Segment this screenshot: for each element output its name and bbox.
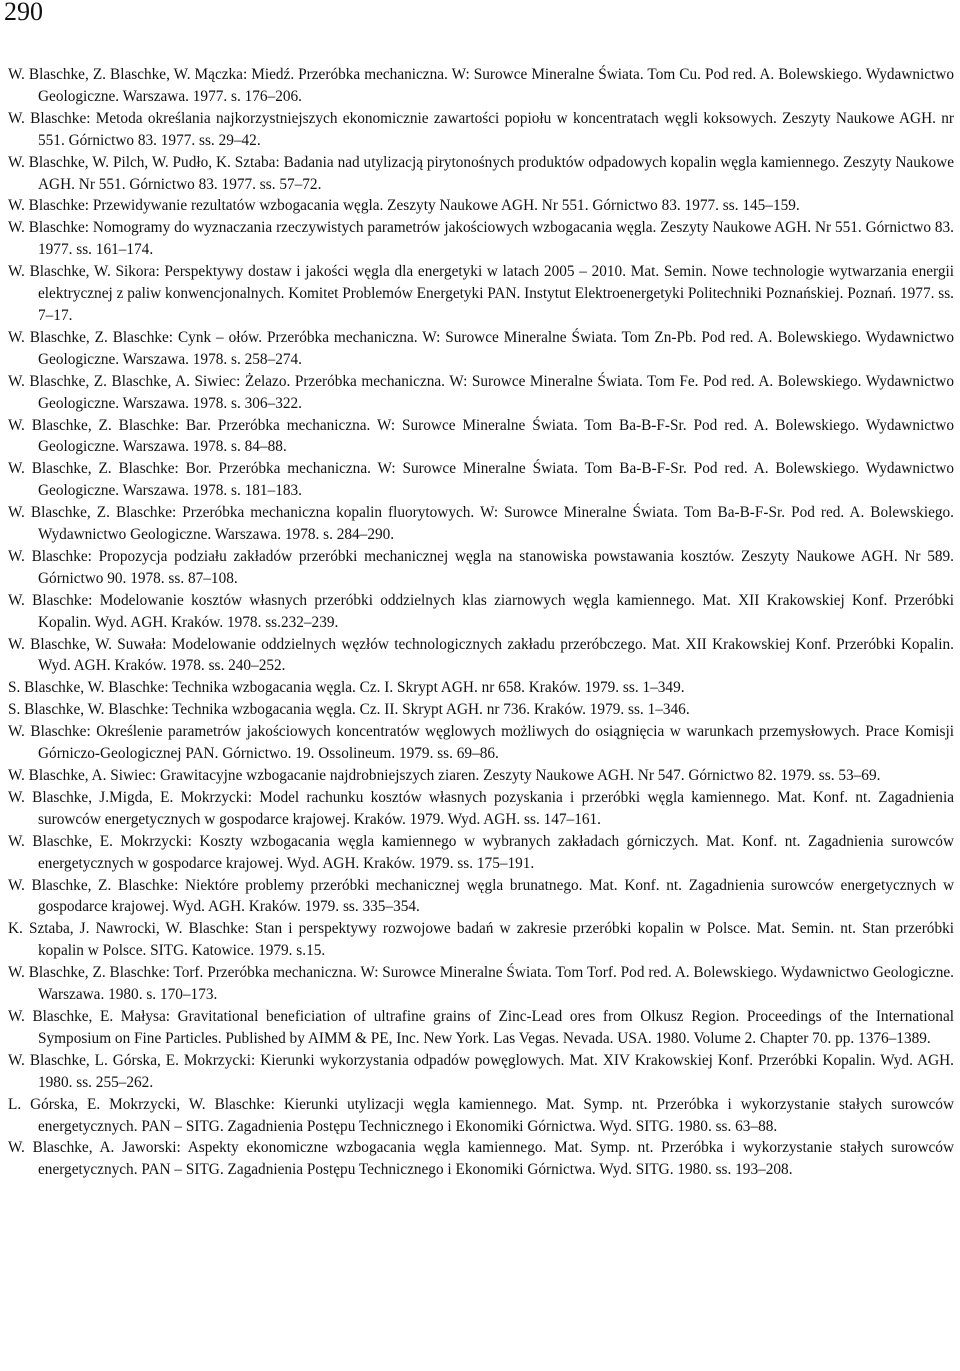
reference-entry: W. Blaschke, Z. Blaschke, W. Mączka: Miedź. Przeróbka mechaniczna. W: Surowce Mineralne Świata. Tom Cu. Pod red. A. Bolewskiego. Wydawnictwo Geologiczne. Warszawa. 1977. s. 176–206.: [8, 66, 954, 105]
reference-entry: W. Blaschke: Określenie parametrów jakościowych koncentratów węglowych możliwych do osiągnięcia w warunkach przemysłowych. Prace Komisji Górniczo-Geologicznej PAN. Górnictwo. 19. Ossolineum. 1979. ss. 69–86.: [8, 723, 954, 763]
reference-entry: W. Blaschke, L. Górska, E. Mokrzycki: Kierunki wykorzystania odpadów powęglowych. Mat. XIV Krakowskiej Konf. Przeróbki Kopalin. Wyd. AGH. 1980. ss. 255–262.: [8, 1051, 954, 1091]
reference-entry: W. Blaschke, Z. Blaschke: Niektóre problemy przeróbki mechanicznej węgla brunatnego. Mat. Konf. nt. Zagadnienia surowców energetycznych w gospodarce krajowej. Wyd. AGH. Kraków. 1979. ss. 335–354.: [8, 876, 954, 916]
reference-entry: W. Blaschke: Propozycja podziału zakładów przeróbki mechanicznej węgla na stanowiska powstawania kosztów. Zeszyty Naukowe AGH. Nr 589. Górnictwo 90. 1978. ss. 87–108.: [8, 547, 954, 587]
reference-entry: W. Blaschke, Z. Blaschke: Bor. Przeróbka mechaniczna. W: Surowce Mineralne Świata. Tom Ba-B-F-Sr. Pod red. A. Bolewskiego. Wydawnictwo Geologiczne. Warszawa. 1978. s. 181–183.: [8, 460, 954, 500]
reference-entry: W. Blaschke, E. Małysa: Gravitational beneficiation of ultrafine grains of Zinc-Lead ores from Olkusz Region. Proceedings of the International Symposium on Fine Particles. Published by AIMM & PE, Inc. New York. Las Vegas. Nevada. USA. 1980. Volume 2. Chapter 70. pp. 1376–1389.: [8, 1007, 954, 1047]
reference-entry: W. Blaschke: Nomogramy do wyznaczania rzeczywistych parametrów jakościowych wzbogacania węgla. Zeszyty Naukowe AGH. Nr 551. Górnictwo 83. 1977. ss. 161–174.: [8, 219, 954, 259]
reference-entry: W. Blaschke, W. Sikora: Perspektywy dostaw i jakości węgla dla energetyki w latach 2005 – 2010. Mat. Semin. Nowe technologie wytwarzania energii elektrycznej z paliw konwencjonalnych. Komitet Problemów Energetyki PAN. Instytut Elektroenergetyki Politechniki Poznańskiej. Poznań. 1977. ss. 7–17.: [8, 263, 954, 324]
reference-entry: S. Blaschke, W. Blaschke: Technika wzbogacania węgla. Cz. I. Skrypt AGH. nr 658. Kraków. 1979. ss. 1–349.: [8, 679, 685, 697]
reference-entry: W. Blaschke: Modelowanie kosztów własnych przeróbki oddzielnych klas ziarnowych węgla kamiennego. Mat. XII Krakowskiej Konf. Przeróbki Kopalin. Wyd. AGH. Kraków. 1978. ss.232–239.: [8, 591, 954, 631]
reference-entry: W. Blaschke, J.Migda, E. Mokrzycki: Model rachunku kosztów własnych pozyskania i przeróbki węgla kamiennego. Mat. Konf. nt. Zagadnienia surowców energetycznych w gospodarce krajowej. Kraków. 1979. Wyd. AGH. ss. 147–161.: [8, 788, 954, 828]
reference-entry: L. Górska, E. Mokrzycki, W. Blaschke: Kierunki utylizacji węgla kamiennego. Mat. Symp. nt. Przeróbka i wykorzystanie stałych surowców energetycznych. PAN – SITG. Zagadnienia Postępu Technicznego i Ekonomiki Górnictwa. Wyd. SITG. 1980. ss. 63–88.: [8, 1095, 954, 1135]
page-number: 290: [4, 0, 43, 26]
reference-entry: W. Blaschke, Z. Blaschke, A. Siwiec: Żelazo. Przeróbka mechaniczna. W: Surowce Mineralne Świata. Tom Fe. Pod red. A. Bolewskiego. Wydawnictwo Geologiczne. Warszawa. 1978. s. 306–322.: [8, 372, 954, 412]
reference-entry: W. Blaschke, Z. Blaschke: Torf. Przeróbka mechaniczna. W: Surowce Mineralne Świata. Tom Torf. Pod red. A. Bolewskiego. Wydawnictwo Geologiczne. Warszawa. 1980. s. 170–173.: [8, 964, 954, 1004]
reference-list: [8, 64, 954, 1181]
reference-entry: W. Blaschke, Z. Blaschke: Bar. Przeróbka mechaniczna. W: Surowce Mineralne Świata. Tom Ba-B-F-Sr. Pod red. A. Bolewskiego. Wydawnictwo Geologiczne. Warszawa. 1978. s. 84–88.: [8, 416, 954, 456]
reference-entry: W. Blaschke: Przewidywanie rezultatów wzbogacania węgla. Zeszyty Naukowe AGH. Nr 551. Górnictwo 83. 1977. ss. 145–159.: [8, 197, 800, 215]
reference-entry: W. Blaschke, W. Pilch, W. Pudło, K. Sztaba: Badania nad utylizacją pirytonośnych produktów odpadowych kopalin węgla kamiennego. Zeszyty Naukowe AGH. Nr 551. Górnictwo 83. 1977. ss. 57–72.: [8, 153, 954, 193]
reference-entry: W. Blaschke: Metoda określania najkorzystniejszych ekonomicznie zawartości popiołu w koncentratach węgli koksowych. Zeszyty Naukowe AGH. nr 551. Górnictwo 83. 1977. ss. 29–42.: [8, 109, 954, 149]
reference-entry: W. Blaschke, A. Siwiec: Grawitacyjne wzbogacanie najdrobniejszych ziaren. Zeszyty Naukowe AGH. Nr 547. Górnictwo 82. 1979. ss. 53–69.: [8, 767, 881, 784]
reference-entry: K. Sztaba, J. Nawrocki, W. Blaschke: Stan i perspektywy rozwojowe badań w zakresie przeróbki kopalin w Polsce. Mat. Semin. nt. Stan przeróbki kopalin w Polsce. SITG. Katowice. 1979. s.15.: [8, 920, 954, 960]
reference-entry: W. Blaschke, W. Suwała: Modelowanie oddzielnych węzłów technologicznych zakładu przeróbczego. Mat. XII Krakowskiej Konf. Przeróbki Kopalin. Wyd. AGH. Kraków. 1978. ss. 240–252.: [8, 635, 954, 675]
reference-entry: W. Blaschke, Z. Blaschke: Cynk – ołów. Przeróbka mechaniczna. W: Surowce Mineralne Świata. Tom Zn-Pb. Pod red. A. Bolewskiego. Wydawnictwo Geologiczne. Warszawa. 1978. s. 258–274.: [8, 328, 954, 368]
reference-entry: W. Blaschke, Z. Blaschke: Przeróbka mechaniczna kopalin fluorytowych. W: Surowce Mineralne Świata. Tom Ba-B-F-Sr. Pod red. A. Bolewskiego. Wydawnictwo Geologiczne. Warszawa. 1978. s. 284–290.: [8, 504, 954, 544]
reference-entry: S. Blaschke, W. Blaschke: Technika wzbogacania węgla. Cz. II. Skrypt AGH. nr 736. Kraków. 1979. ss. 1–346.: [8, 701, 690, 719]
reference-entry: W. Blaschke, A. Jaworski: Aspekty ekonomiczne wzbogacania węgla kamiennego. Mat. Symp. nt. Przeróbka i wykorzystanie stałych surowców energetycznych. PAN – SITG. Zagadnienia Postępu Technicznego i Ekonomiki Górnictwa. Wyd. SITG. 1980. ss. 193–208.: [8, 1139, 954, 1179]
reference-entry: W. Blaschke, E. Mokrzycki: Koszty wzbogacania węgla kamiennego w wybranych zakładach górniczych. Mat. Konf. nt. Zagadnienia surowców energetycznych w gospodarce krajowej. Wyd. AGH. Kraków. 1979. ss. 175–191.: [8, 832, 954, 872]
